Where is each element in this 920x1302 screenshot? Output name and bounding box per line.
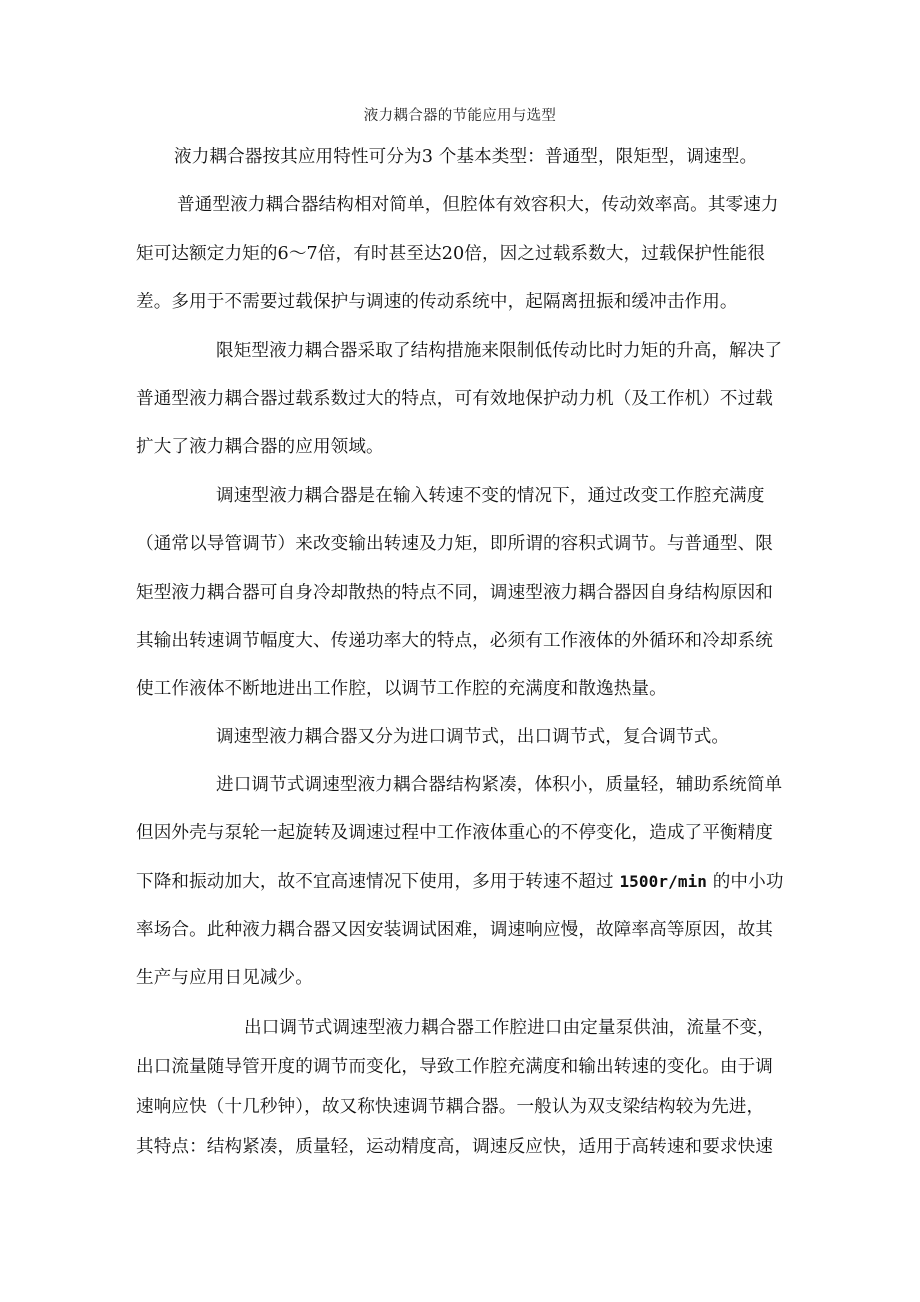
- paragraph-line: 液力耦合器按其应用特性可分为3 个基本类型：普通型，限矩型，调速型。: [174, 147, 758, 167]
- paragraph-line: 但因外壳与泵轮一起旋转及调速过程中工作液体重心的不停变化，造成了平衡精度: [136, 823, 773, 843]
- paragraph-line: 普通型液力耦合器过载系数过大的特点，可有效地保护动力机（及工作机）不过载: [136, 389, 773, 409]
- paragraph-line: 生产与应用日见减少。: [136, 968, 313, 988]
- paragraph-line: 其特点：结构紧凑，质量轻，运动精度高，调速反应快，适用于高转速和要求快速: [136, 1137, 773, 1157]
- paragraph-line: 其输出转速调节幅度大、传递功率大的特点，必须有工作液体的外循环和冷却系统: [136, 631, 773, 651]
- paragraph-line: 进口调节式调速型液力耦合器结构紧凑，体积小，质量轻，辅助系统简单: [216, 775, 783, 795]
- speed-value: 1500r/min: [619, 872, 708, 891]
- paragraph-line: 限矩型液力耦合器采取了结构措施来限制低传动比时力矩的升高，解决了: [216, 341, 783, 361]
- paragraph-line: 扩大了液力耦合器的应用领域。: [136, 437, 384, 457]
- paragraph-line: 出口流量随导管开度的调节而变化，导致工作腔充满度和输出转速的变化。由于调: [136, 1057, 773, 1077]
- paragraph-line: [136, 871, 784, 893]
- paragraph-line: 率场合。此种液力耦合器又因安装调试困难，调速响应慢，故障率高等原因，故其: [136, 920, 773, 940]
- paragraph-line: 速响应快（十几秒钟），故又称快速调节耦合器。一般认为双支梁结构较为先进，: [136, 1097, 765, 1117]
- paragraph-line: 差。多用于不需要过载保护与调速的传动系统中，起隔离扭振和缓冲击作用。: [136, 292, 738, 312]
- paragraph-line: 矩型液力耦合器可自身冷却散热的特点不同，调速型液力耦合器因自身结构原因和: [136, 583, 773, 603]
- paragraph-line: 调速型液力耦合器又分为进口调节式，出口调节式，复合调节式。: [216, 727, 730, 747]
- paragraph-line: 矩可达额定力矩的6～7倍，有时甚至达20倍，因之过载系数大，过载保护性能很: [136, 244, 766, 264]
- paragraph-line: 普通型液力耦合器结构相对简单，但腔体有效容积大，传动效率高。其零速力: [177, 195, 779, 215]
- document-title: 液力耦合器的节能应用与选型: [363, 108, 557, 124]
- paragraph-line: 使工作液体不断地进出工作腔，以调节工作腔的充满度和散逸热量。: [136, 679, 667, 699]
- paragraph-line: 出口调节式调速型液力耦合器工作腔进口由定量泵供油，流量不变，: [244, 1018, 775, 1038]
- paragraph-line: 调速型液力耦合器是在输入转速不变的情况下，通过改变工作腔充满度: [216, 486, 765, 506]
- line-text: 的中小功: [707, 872, 784, 892]
- paragraph-line: （通常以导管调节）来改变输出转速及力矩，即所谓的容积式调节。与普通型、限: [136, 534, 773, 554]
- line-text: 下降和振动加大，故不宜高速情况下使用，多用于转速不超过: [136, 872, 620, 892]
